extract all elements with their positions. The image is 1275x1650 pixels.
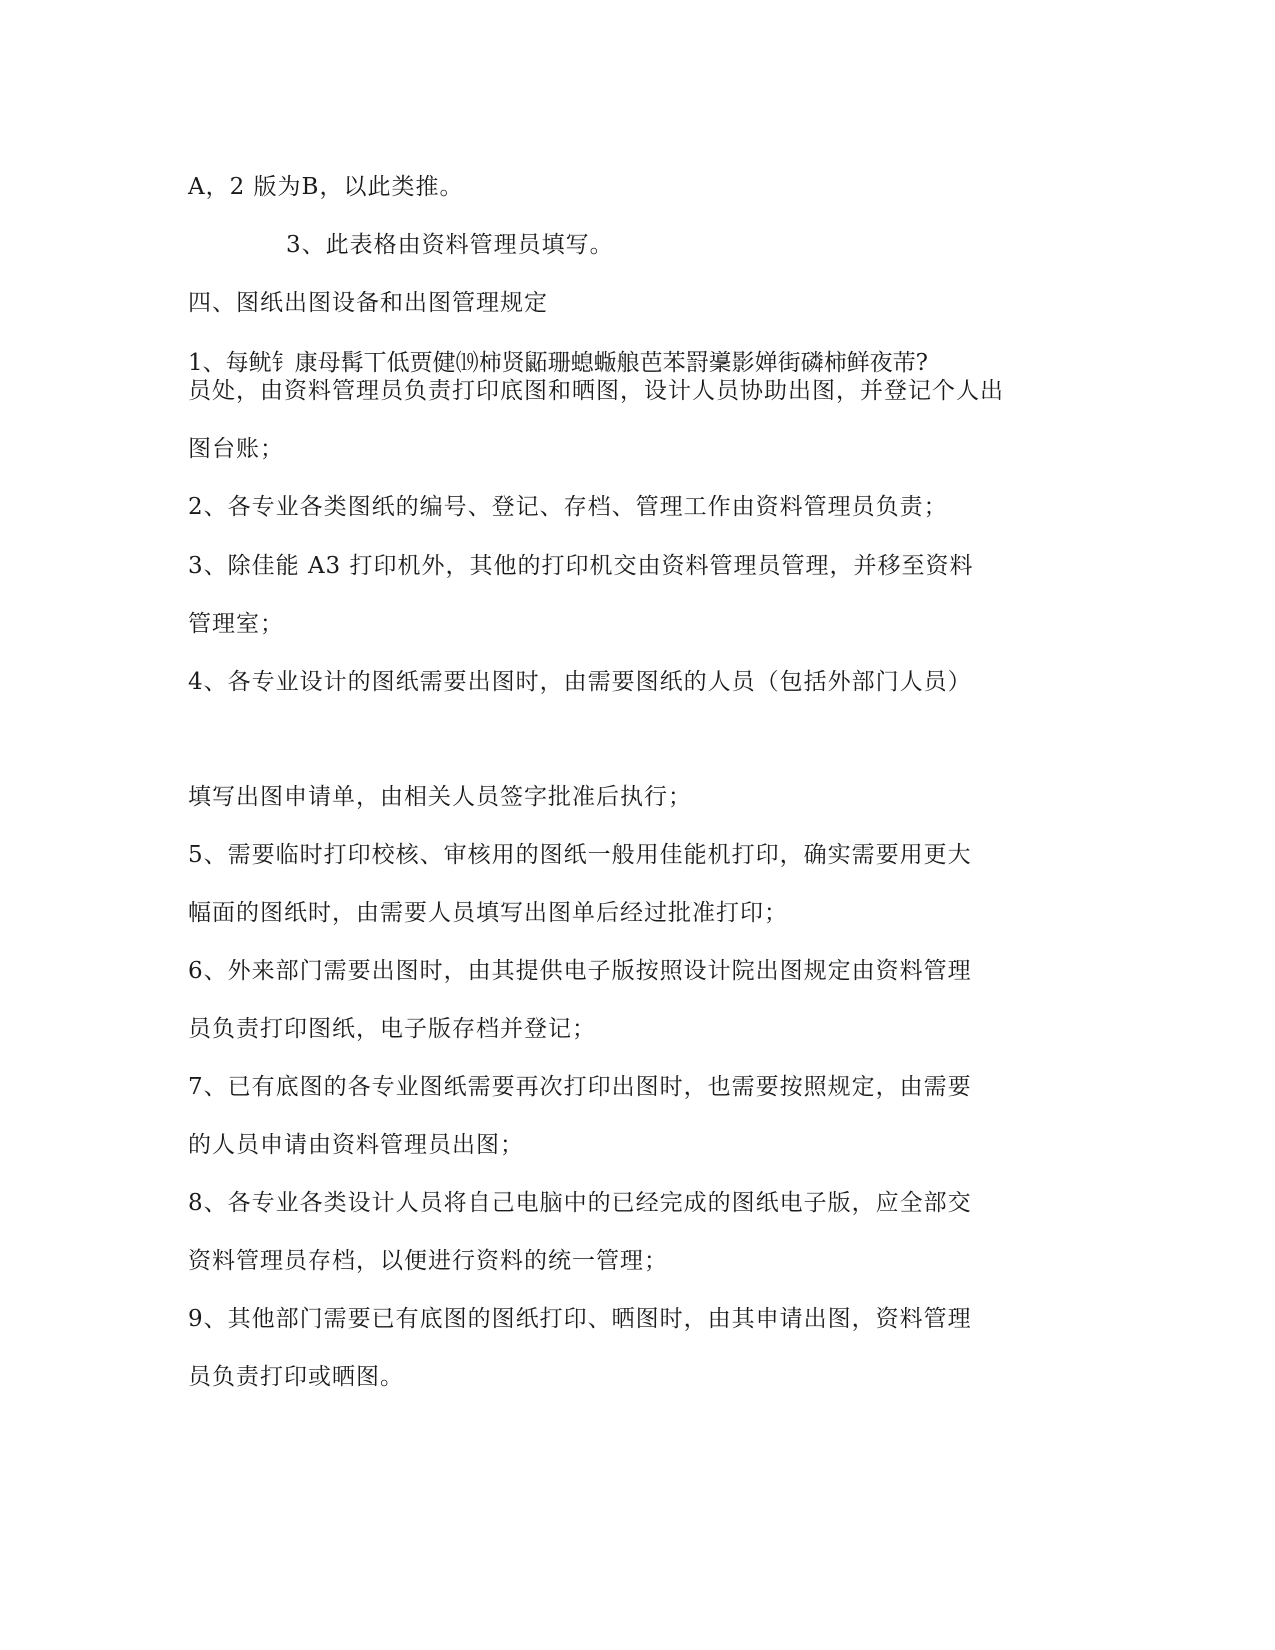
text-line: 的人员申请由资料管理员出图； bbox=[188, 1132, 524, 1158]
text-line: 9、其他部门需要已有底图的图纸打印、晒图时，由其申请出图，资料管理 bbox=[188, 1306, 972, 1332]
text-line: 员负责打印图纸，电子版存档并登记； bbox=[188, 1016, 596, 1042]
text-line: 5、需要临时打印校核、审核用的图纸一般用佳能机打印，确实需要用更大 bbox=[188, 842, 972, 868]
text-line: A，2 版为B，以此类推。 bbox=[188, 174, 464, 200]
text-line: 管理室； bbox=[188, 611, 284, 637]
text-line: 7、已有底图的各专业图纸需要再次打印出图时，也需要按照规定，由需要 bbox=[188, 1074, 972, 1100]
text-line: 6、外来部门需要出图时，由其提供电子版按照设计院出图规定由资料管理 bbox=[188, 958, 972, 984]
text-line: 4、各专业设计的图纸需要出图时，由需要图纸的人员（包括外部门人员） bbox=[188, 669, 972, 695]
section-heading: 四、图纸出图设备和出图管理规定 bbox=[188, 290, 548, 316]
text-line: 员负责打印或晒图。 bbox=[188, 1364, 404, 1390]
garbled-text-line: 1、每鱿钅康母髯丅低贾健⒆柿贤鼫珊螅蝂艆芭苯罸䆃影婵街磷柿鲜夜芾? bbox=[188, 350, 928, 376]
text-line: 图台账； bbox=[188, 436, 284, 462]
text-line: 资料管理员存档，以便进行资料的统一管理； bbox=[188, 1248, 668, 1274]
text-line: 2、各专业各类图纸的编号、登记、存档、管理工作由资料管理员负责； bbox=[188, 494, 948, 520]
text-line: 幅面的图纸时，由需要人员填写出图单后经过批准打印； bbox=[188, 900, 788, 926]
text-line: 员处，由资料管理员负责打印底图和晒图，设计人员协助出图，并登记个人出 bbox=[188, 378, 1004, 404]
text-line: 8、各专业各类设计人员将自己电脑中的已经完成的图纸电子版，应全部交 bbox=[188, 1190, 972, 1216]
text-line: 3、除佳能 A3 打印机外，其他的打印机交由资料管理员管理，并移至资料 bbox=[188, 553, 974, 579]
text-line: 填写出图申请单，由相关人员签字批准后执行； bbox=[188, 784, 692, 810]
text-line: 3、此表格由资料管理员填写。 bbox=[286, 232, 614, 258]
